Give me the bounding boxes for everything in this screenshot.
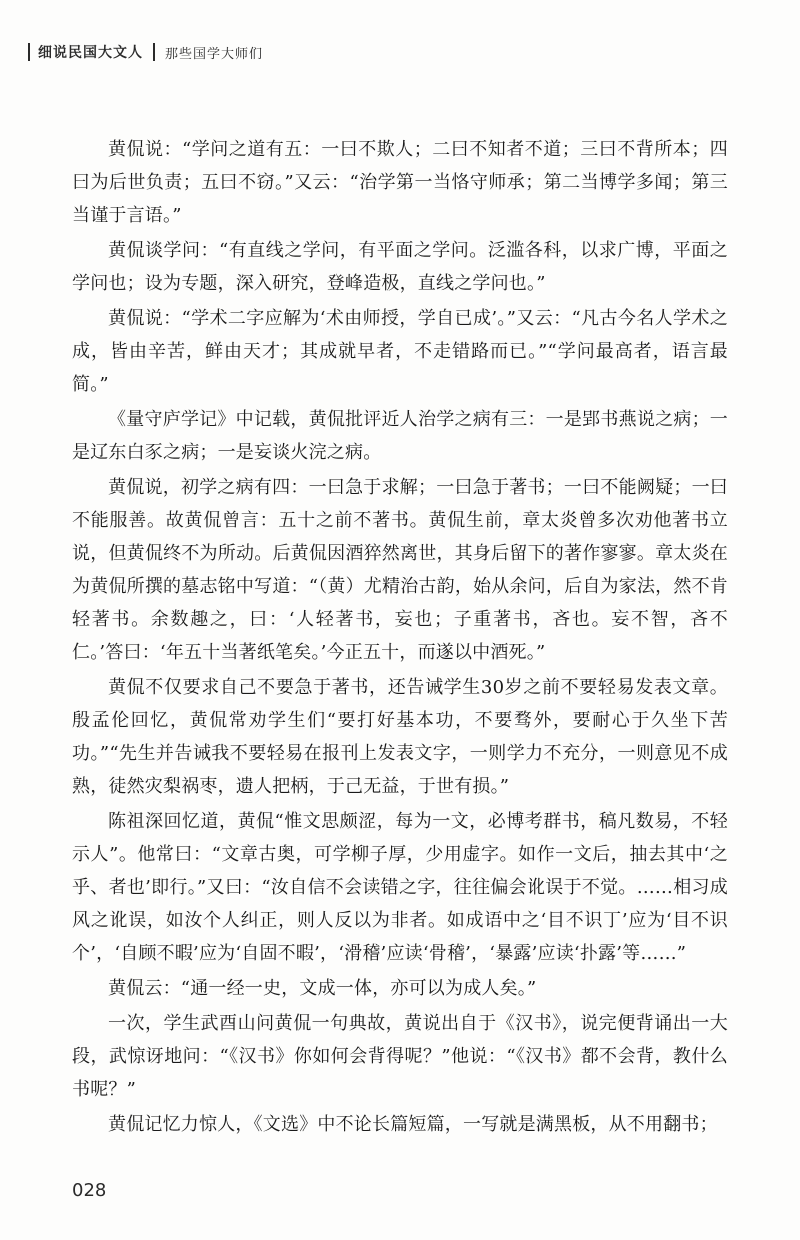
page-number: 028 (72, 1180, 107, 1201)
paragraph: 《量守庐学记》中记载，黄侃批评近人治学之病有三：一是郢书燕说之病；一是辽东白豕之病；一是妄谈火浣之病。 (72, 409, 728, 463)
paragraph: 黄侃云：“通一经一史，文成一体，亦可以为成人矣。” (108, 978, 537, 999)
body-text (72, 133, 728, 1141)
paragraph: 黄侃谈学问：“有直线之学问，有平面之学问。泛滥各科，以求广博，平面之学问也；设为专题，深入研究，登峰造极，直线之学问也。” (72, 240, 728, 294)
paragraph: 黄侃记忆力惊人，《文选》中不论长篇短篇，一写就是满黑板，从不用翻书； (108, 1114, 718, 1135)
paragraph: 黄侃不仅要求自己不要急于著书，还告诫学生30岁之前不要轻易发表文章。殷孟伦回忆，黄侃常劝学生们“要打好基本功，不要骛外，要耐心于久坐下苦功。”“先生并告诫我不要轻易在报刊上发表文字，一则学力不充分，一则意见不成熟，徒然灾梨祸枣，遗人把柄，于己无益，于世有损。” (72, 677, 728, 797)
header-divider (153, 43, 155, 61)
paragraph: 黄侃说：“学问之道有五：一曰不欺人；二曰不知者不道；三曰不背所本；四曰为后世负责；五曰不窃。”又云：“治学第一当恪守师承；第二当博学多闻；第三当谨于言语。” (72, 139, 728, 226)
chapter-title: 那些国学大师们 (165, 46, 264, 62)
paragraph: 黄侃说，初学之病有四：一曰急于求解；一曰急于著书；一曰不能阙疑；一曰不能服善。故黄侃曾言：五十之前不著书。黄侃生前，章太炎曾多次劝他著书立说，但黄侃终不为所动。后黄侃因酒猝然离世，其身后留下的著作寥寥。章太炎在为黄侃所撰的墓志铭中写道：“（黄）尤精治古韵，始从余问，后自为家法，然不肯轻著书。余数趣之，曰：‘人轻著书，妄也；子重著书，吝也。妄不智，吝不仁。’答曰：‘年五十当著纸笔矣。’今正五十，而遂以中酒死。” (72, 477, 728, 663)
running-header (28, 40, 263, 64)
book-title: 细说民国大文人 (38, 45, 143, 61)
paragraph: 陈祖深回忆道，黄侃“惟文思颇涩，每为一文，必博考群书，稿凡数易，不轻示人”。他常曰：“文章古奥，可学柳子厚，少用虚字。如作一文后，抽去其中‘之乎、者也’即行。”又曰：“汝自信不会读错之字，往往偏会讹误于不觉。……相习成风之讹误，如汝个人纠正，则人反以为非者。如成语中之‘目不识丁’应为‘目不识个’，‘自顾不暇’应为‘自固不暇’，‘滑稽’应读‘骨稽’，‘暴露’应读‘扑露’等……” (72, 811, 728, 964)
paragraph: 一次，学生武酉山问黄侃一句典故，黄说出自于《汉书》，说完便背诵出一大段，武惊讶地问：“《汉书》你如何会背得呢？”他说：“《汉书》都不会背，教什么书呢？” (72, 1013, 728, 1100)
header-divider (28, 43, 30, 61)
paragraph: 黄侃说：“学术二字应解为‘术由师授，学自已成’。”又云：“凡古今名人学术之成，皆由辛苦，鲜由天才；其成就早者，不走错路而已。”“学问最高者，语言最简。” (72, 308, 728, 395)
